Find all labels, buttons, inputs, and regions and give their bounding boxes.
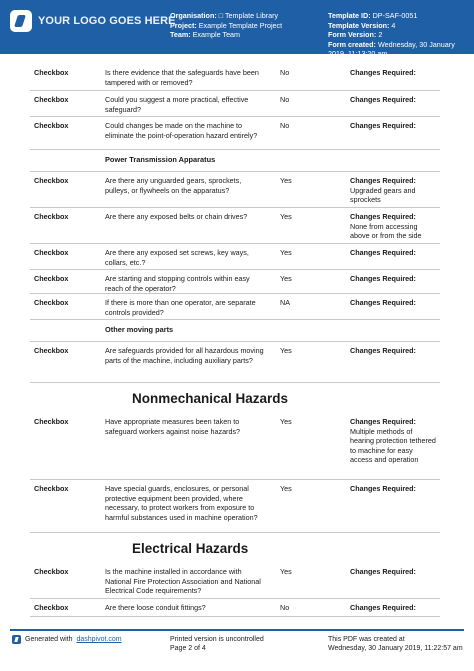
template-id-label: Template ID: [328, 11, 371, 20]
changes-required [350, 274, 436, 284]
checklist-body [30, 64, 440, 617]
question-text: Are safeguards provided for all hazardous moving parts of the machine, including auxiliary parts? [105, 346, 264, 365]
item-type: Checkbox [34, 417, 69, 426]
changes-required-value: Multiple methods of hearing protection tethered to machine for easy access and operation [350, 426, 436, 465]
changes-required [350, 484, 436, 494]
question-text: If there is more than one operator, are separate controls provided? [105, 298, 256, 317]
question-text: Have appropriate measures been taken to safeguard workers against noise hazards? [105, 417, 241, 436]
team-label: Team: [170, 30, 191, 39]
header-org-info [170, 11, 282, 40]
changes-required-label: Changes Required: [350, 417, 416, 426]
changes-required [350, 212, 436, 241]
item-type: Checkbox [34, 212, 69, 221]
section-heading-text: Nonmechanical Hazards [132, 391, 289, 406]
changes-required-label: Changes Required: [350, 603, 416, 612]
subsection-heading [30, 150, 440, 172]
question-text: Are there any unguarded gears, sprockets, pulleys, or flywheels on the apparatus? [105, 176, 242, 195]
template-version-label: Template Version: [328, 20, 390, 30]
pdf-created-text: This PDF was created at [328, 636, 405, 643]
changes-required-label: Changes Required: [350, 212, 416, 221]
logo-text: YOUR LOGO GOES HERE [38, 15, 176, 27]
item-type: Checkbox [34, 68, 69, 77]
subsection-heading [30, 320, 440, 342]
form-created-value: Wednesday, 30 January 2019, 11:13:20 am [328, 39, 455, 58]
checklist-row [30, 413, 440, 480]
checklist-row [30, 294, 440, 320]
generated-text: Generated with [25, 636, 73, 643]
question-text: Could changes be made on the machine to eliminate the point-of-operation hazard entirely? [105, 121, 258, 140]
logo [10, 10, 176, 32]
checklist-row [30, 270, 440, 294]
checklist-row [30, 91, 440, 117]
logo-icon [10, 10, 32, 32]
answer-value: Yes [280, 274, 292, 283]
changes-required-label: Changes Required: [350, 248, 416, 257]
subsection-heading-text: Power Transmission Apparatus [105, 155, 216, 164]
checklist-row [30, 480, 440, 533]
question-text: Are there loose conduit fittings? [105, 603, 206, 612]
dashpivot-link[interactable]: dashpivot.com [76, 636, 122, 643]
form-version-label: Form Version: [328, 30, 377, 39]
changes-required [350, 248, 436, 258]
checklist-row [30, 172, 440, 208]
item-type: Checkbox [34, 274, 69, 283]
changes-required-label: Changes Required: [350, 95, 416, 104]
checklist-row [30, 342, 440, 383]
answer-value: Yes [280, 417, 292, 426]
changes-required-value: Upgraded gears and sprockets [350, 185, 416, 205]
changes-required [350, 346, 436, 356]
answer-value: Yes [280, 176, 292, 185]
form-version-value: 2 [378, 30, 383, 39]
footer-divider [10, 629, 464, 631]
question-text: Is there evidence that the safeguards have been tampered with or removed? [105, 68, 259, 87]
changes-required-label: Changes Required: [350, 68, 416, 77]
changes-required-label: Changes Required: [350, 298, 416, 307]
changes-required [350, 567, 436, 577]
dashpivot-icon [12, 635, 21, 644]
changes-required [350, 417, 436, 465]
checklist-row [30, 244, 440, 270]
project-label: Project: [170, 20, 197, 30]
changes-required [350, 603, 436, 613]
changes-required [350, 95, 436, 105]
page-number: Page 2 of 4 [170, 645, 206, 653]
section-heading [30, 383, 440, 413]
question-text: Could you suggest a more practical, effective safeguard? [105, 95, 249, 114]
template-id-value: DP-SAF-0051 [372, 11, 418, 20]
changes-required [350, 298, 436, 308]
question-text: Is the machine installed in accordance with National Fire Protection Association and National Electrical Code requirements? [105, 567, 261, 596]
section-heading-text: Electrical Hazards [132, 541, 249, 556]
checklist-row [30, 117, 440, 150]
question-text: Are starting and stopping controls within easy reach of the operator? [105, 274, 250, 293]
changes-required-label: Changes Required: [350, 121, 416, 130]
item-type: Checkbox [34, 176, 69, 185]
subsection-heading-text: Other moving parts [105, 325, 174, 334]
changes-required-label: Changes Required: [350, 176, 416, 185]
answer-value: NA [280, 298, 290, 307]
question-text: Have special guards, enclosures, or personal protective equipment been provided, where necessary, to protect workers from exposure to harmful substances used in machine operation? [105, 484, 258, 522]
project-value: Example Template Project [198, 20, 283, 30]
item-type: Checkbox [34, 346, 69, 355]
question-text: Are there any exposed set screws, key ways, collars, etc.? [105, 248, 249, 267]
changes-required [350, 121, 436, 131]
org-label: Organisation: [170, 11, 217, 20]
changes-required [350, 68, 436, 78]
item-type: Checkbox [34, 121, 69, 130]
item-type: Checkbox [34, 95, 69, 104]
checklist-row [30, 208, 440, 244]
answer-value: No [280, 68, 290, 77]
answer-value: Yes [280, 346, 292, 355]
footer-generated [12, 635, 122, 644]
form-created-label: Form created: [328, 39, 376, 49]
section-heading [30, 533, 440, 563]
changes-required [350, 176, 436, 205]
changes-required-label: Changes Required: [350, 346, 416, 355]
changes-required-label: Changes Required: [350, 567, 416, 576]
item-type: Checkbox [34, 298, 69, 307]
changes-required-value: None from accessing above or from the side [350, 221, 422, 241]
checklist-row [30, 64, 440, 91]
answer-value: Yes [280, 248, 292, 257]
changes-required-label: Changes Required: [350, 484, 416, 493]
checklist-row [30, 599, 440, 617]
header-template-info [328, 11, 468, 59]
page-header [0, 0, 474, 58]
team-value: Example Team [192, 30, 241, 39]
org-value: □ Template Library [218, 11, 279, 20]
item-type: Checkbox [34, 603, 69, 612]
item-type: Checkbox [34, 567, 69, 576]
pdf-created-date: Wednesday, 30 January 2019, 11:22:57 am [328, 645, 463, 653]
changes-required-label: Changes Required: [350, 274, 416, 283]
item-type: Checkbox [34, 248, 69, 257]
item-type: Checkbox [34, 484, 69, 493]
answer-value: No [280, 95, 290, 104]
question-text: Are there any exposed belts or chain drives? [105, 212, 248, 221]
printed-uncontrolled-text: Printed version is uncontrolled [170, 636, 264, 643]
answer-value: Yes [280, 212, 292, 221]
answer-value: No [280, 603, 290, 612]
checklist-row [30, 563, 440, 599]
answer-value: No [280, 121, 290, 130]
answer-value: Yes [280, 484, 292, 493]
template-version-value: 4 [391, 20, 396, 30]
page-footer [0, 633, 474, 671]
footer-pdf-info [328, 635, 468, 654]
footer-page-info [170, 635, 264, 654]
answer-value: Yes [280, 567, 292, 576]
